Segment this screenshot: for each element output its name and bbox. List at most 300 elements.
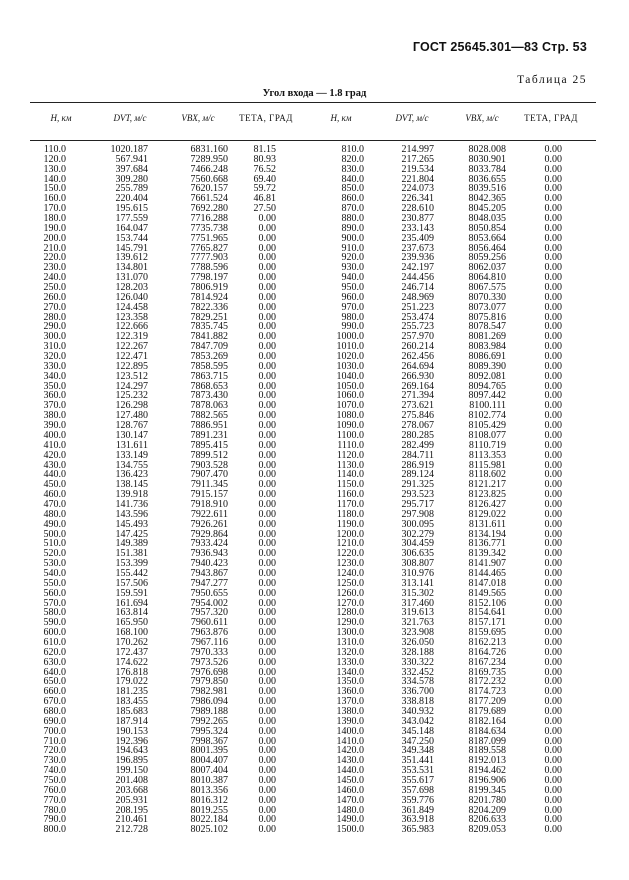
table-cell: 0.00 <box>544 153 562 165</box>
table-cell: 124.297 <box>115 380 148 392</box>
table-cell: 310.976 <box>401 567 434 579</box>
table-cell: 214.997 <box>401 144 434 155</box>
table-cell: 172.437 <box>115 646 148 658</box>
table-cell: 7735.738 <box>190 222 228 234</box>
table-cell: 7903.528 <box>190 459 228 471</box>
table-cell: 780.0 <box>43 804 66 816</box>
table-cell: 195.615 <box>115 203 148 215</box>
table-cell: 0.00 <box>544 735 562 747</box>
table-cell: 163.814 <box>115 607 148 619</box>
table-cell: 8187.099 <box>468 735 506 747</box>
table-cell: 0.00 <box>544 203 562 215</box>
page-number: Стр. 53 <box>541 40 587 54</box>
column-vbx-left <box>170 145 228 835</box>
table-cell: 291.325 <box>401 479 434 491</box>
table-cell: 480.0 <box>43 508 66 520</box>
table-cell: 670.0 <box>43 696 66 708</box>
table-cell: 0.00 <box>544 725 562 737</box>
table-cell: 0.00 <box>258 735 276 747</box>
table-cell: 160.0 <box>43 193 66 205</box>
table-cell: 0.00 <box>544 518 562 530</box>
table-cell: 293.523 <box>401 489 434 501</box>
table-cell: 126.298 <box>115 400 148 412</box>
table-cell: 600.0 <box>43 627 66 639</box>
table-cell: 8089.390 <box>468 360 506 372</box>
page-header <box>413 40 587 54</box>
table-cell: 264.694 <box>401 360 434 372</box>
column-teta-left <box>240 145 276 835</box>
table-cell: 0.00 <box>258 449 276 461</box>
table-cell: 262.456 <box>401 351 434 363</box>
table-cell: 1460.0 <box>336 784 364 796</box>
table-cell: 310.0 <box>43 341 66 353</box>
table-cell: 1190.0 <box>336 518 364 530</box>
table-cell: 0.00 <box>258 498 276 510</box>
table-cell: 7692.280 <box>190 203 228 215</box>
table-cell: 122.267 <box>115 341 148 353</box>
table-cell: 530.0 <box>43 558 66 570</box>
table-cell: 8007.404 <box>190 765 228 777</box>
table-cell: 8064.810 <box>468 272 506 284</box>
table-cell: 8030.901 <box>468 153 506 165</box>
table-cell: 224.073 <box>401 183 434 195</box>
table-cell: 470.0 <box>43 498 66 510</box>
table-cell: 0.00 <box>258 577 276 589</box>
table-cell: 150.0 <box>43 183 66 195</box>
table-cell: 450.0 <box>43 479 66 491</box>
table-cell: 133.149 <box>115 449 148 461</box>
table-cell: 1200.0 <box>336 528 364 540</box>
table-cell: 8139.342 <box>468 548 506 560</box>
table-cell: 0.00 <box>544 804 562 816</box>
table-cell: 0.00 <box>258 232 276 244</box>
table-cell: 309.280 <box>115 173 148 185</box>
table-cell: 122.895 <box>115 360 148 372</box>
table-cell: 7814.924 <box>190 291 228 303</box>
table-cell: 308.807 <box>401 558 434 570</box>
table-cell: 0.00 <box>258 617 276 629</box>
table-cell: 212.728 <box>115 824 148 836</box>
table-cell: 8097.442 <box>468 390 506 402</box>
table-cell: 0.00 <box>258 380 276 392</box>
table-cell: 1020.187 <box>110 144 148 155</box>
table-cell: 7863.715 <box>190 370 228 382</box>
table-cell: 0.00 <box>258 686 276 698</box>
table-cell: 840.0 <box>341 173 364 185</box>
table-cell: 8092.081 <box>468 370 506 382</box>
table-cell: 0.00 <box>258 331 276 343</box>
table-cell: 8147.018 <box>468 577 506 589</box>
table-cell: 7979.850 <box>190 676 228 688</box>
table-cell: 174.622 <box>115 656 148 668</box>
table-cell: 340.0 <box>43 370 66 382</box>
table-cell: 199.150 <box>115 765 148 777</box>
table-cell: 0.00 <box>544 390 562 402</box>
table-cell: 8115.981 <box>468 459 506 471</box>
table-cell: 185.683 <box>115 705 148 717</box>
table-cell: 430.0 <box>43 459 66 471</box>
table-cell: 363.918 <box>401 814 434 826</box>
col-header-vbx-left: VBX, м/с <box>181 113 215 123</box>
table-cell: 0.00 <box>258 666 276 678</box>
table-cell: 221.804 <box>401 173 434 185</box>
table-cell: 136.423 <box>115 469 148 481</box>
table-cell: 1220.0 <box>336 548 364 560</box>
table-caption: Угол входа — 1.8 град <box>262 88 367 99</box>
table-cell: 500.0 <box>43 528 66 540</box>
table-cell: 1110.0 <box>337 439 364 451</box>
table-cell: 710.0 <box>43 735 66 747</box>
table-cell: 149.389 <box>115 538 148 550</box>
table-cell: 8172.232 <box>468 676 506 688</box>
table-cell: 313.141 <box>401 577 434 589</box>
table-cell: 8157.171 <box>468 617 506 629</box>
table-cell: 8013.356 <box>190 784 228 796</box>
col-header-h-right: H, км <box>330 113 352 123</box>
table-cell: 210.461 <box>115 814 148 826</box>
table-cell: 8067.575 <box>468 282 506 294</box>
table-cell: 7982.981 <box>190 686 228 698</box>
table-cell: 8025.102 <box>190 824 228 836</box>
table-cell: 0.00 <box>544 636 562 648</box>
table-cell: 510.0 <box>43 538 66 550</box>
table-cell: 120.0 <box>43 153 66 165</box>
table-cell: 134.801 <box>115 262 148 274</box>
table-cell: 850.0 <box>341 183 364 195</box>
table-cell: 8131.611 <box>468 518 506 530</box>
table-cell: 8010.387 <box>190 775 228 786</box>
col-header-dvt-left: DVT, м/с <box>113 113 147 123</box>
table-cell: 0.00 <box>258 587 276 599</box>
column-teta-right <box>534 145 562 835</box>
table-cell: 420.0 <box>43 449 66 461</box>
table-cell: 59.72 <box>253 183 276 195</box>
table-cell: 0.00 <box>258 390 276 402</box>
table-cell: 8169.735 <box>468 666 506 678</box>
table-cell: 1170.0 <box>336 498 364 510</box>
table-cell: 0.00 <box>544 479 562 491</box>
table-cell: 192.396 <box>115 735 148 747</box>
table-cell: 164.047 <box>115 222 148 234</box>
table-cell: 76.52 <box>253 163 276 175</box>
table-cell: 1210.0 <box>336 538 364 550</box>
table-cell: 0.00 <box>258 420 276 432</box>
table-cell: 1470.0 <box>336 794 364 806</box>
table-cell: 990.0 <box>341 321 364 333</box>
table-cell: 650.0 <box>43 676 66 688</box>
table-cell: 460.0 <box>43 489 66 501</box>
table-cell: 7878.063 <box>190 400 228 412</box>
table-cell: 0.00 <box>258 508 276 520</box>
table-cell: 960.0 <box>341 291 364 303</box>
table-cell: 1400.0 <box>336 725 364 737</box>
table-cell: 0.00 <box>544 291 562 303</box>
table-cell: 1490.0 <box>336 814 364 826</box>
col-header-teta-left: ТЕТА, ГРАД <box>239 113 293 123</box>
table-cell: 8105.429 <box>468 420 506 432</box>
table-cell: 880.0 <box>341 213 364 225</box>
table-cell: 7873.430 <box>190 390 228 402</box>
table-cell: 0.00 <box>544 370 562 382</box>
table-cell: 7886.951 <box>190 420 228 432</box>
table-cell: 282.499 <box>401 439 434 451</box>
table-cell: 0.00 <box>544 508 562 520</box>
table-cell: 8167.234 <box>468 656 506 668</box>
table-cell: 0.00 <box>544 311 562 323</box>
table-cell: 321.763 <box>401 617 434 629</box>
table-cell: 1430.0 <box>336 755 364 767</box>
table-cell: 7858.595 <box>190 360 228 372</box>
table-cell: 8141.907 <box>468 558 506 570</box>
table-cell: 700.0 <box>43 725 66 737</box>
table-cell: 334.578 <box>401 676 434 688</box>
table-cell: 0.00 <box>544 321 562 333</box>
table-cell: 233.143 <box>401 222 434 234</box>
table-cell: 8189.558 <box>468 745 506 757</box>
table-cell: 567.941 <box>115 153 148 165</box>
table-cell: 0.00 <box>258 567 276 579</box>
table-cell: 0.00 <box>544 193 562 205</box>
table-cell: 153.399 <box>115 558 148 570</box>
table-cell: 690.0 <box>43 715 66 727</box>
table-cell: 0.00 <box>544 775 562 786</box>
col-header-teta-right: ТЕТА, ГРАД <box>524 113 578 123</box>
table-cell: 8206.633 <box>468 814 506 826</box>
table-number: Таблица 25 <box>517 74 587 86</box>
table-cell: 110.0 <box>43 144 66 155</box>
table-cell: 0.00 <box>544 183 562 195</box>
table-cell: 8042.365 <box>468 193 506 205</box>
table-cell: 410.0 <box>43 439 66 451</box>
table-cell: 1330.0 <box>336 656 364 668</box>
table-cell: 440.0 <box>43 469 66 481</box>
table-cell: 7954.002 <box>190 597 228 609</box>
column-dvt-right <box>376 145 434 835</box>
table-cell: 910.0 <box>341 242 364 254</box>
table-cell: 1240.0 <box>336 567 364 579</box>
table-cell: 153.744 <box>115 232 148 244</box>
table-cell: 0.00 <box>544 686 562 698</box>
table-cell: 177.559 <box>115 213 148 225</box>
table-cell: 740.0 <box>43 765 66 777</box>
table-cell: 0.00 <box>258 351 276 363</box>
table-cell: 0.00 <box>544 528 562 540</box>
table-cell: 7976.698 <box>190 666 228 678</box>
table-cell: 890.0 <box>341 222 364 234</box>
table-cell: 640.0 <box>43 666 66 678</box>
table-cell: 147.425 <box>115 528 148 540</box>
table-cell: 330.322 <box>401 656 434 668</box>
table-cell: 1040.0 <box>336 370 364 382</box>
table-cell: 400.0 <box>43 429 66 441</box>
table-cell: 7922.611 <box>190 508 228 520</box>
table-cell: 123.512 <box>115 370 148 382</box>
table-cell: 260.0 <box>43 291 66 303</box>
table-cell: 7907.470 <box>190 469 228 481</box>
table-cell: 0.00 <box>544 489 562 501</box>
table-cell: 7963.876 <box>190 627 228 639</box>
table-cell: 8179.689 <box>468 705 506 717</box>
table-cell: 8159.695 <box>468 627 506 639</box>
table-cell: 8136.771 <box>468 538 506 550</box>
table-cell: 250.0 <box>43 282 66 294</box>
table-cell: 8050.854 <box>468 222 506 234</box>
table-cell: 0.00 <box>258 222 276 234</box>
table-cell: 0.00 <box>258 410 276 422</box>
table-cell: 278.067 <box>401 420 434 432</box>
table-cell: 0.00 <box>544 646 562 658</box>
table-cell: 560.0 <box>43 587 66 599</box>
table-cell: 0.00 <box>258 784 276 796</box>
table-cell: 0.00 <box>258 469 276 481</box>
table-cell: 0.00 <box>544 272 562 284</box>
table-cell: 284.711 <box>401 449 434 461</box>
table-cell: 190.0 <box>43 222 66 234</box>
table-cell: 345.148 <box>401 725 434 737</box>
table-cell: 145.493 <box>115 518 148 530</box>
table-cell: 194.643 <box>115 745 148 757</box>
table-cell: 0.00 <box>258 765 276 777</box>
table-cell: 0.00 <box>544 567 562 579</box>
table-cell: 7973.526 <box>190 656 228 668</box>
table-cell: 280.285 <box>401 429 434 441</box>
table-cell: 0.00 <box>544 301 562 313</box>
table-cell: 141.736 <box>115 498 148 510</box>
table-cell: 7716.288 <box>190 213 228 225</box>
table-cell: 0.00 <box>258 755 276 767</box>
table-cell: 122.666 <box>115 321 148 333</box>
table-cell: 0.00 <box>544 420 562 432</box>
table-cell: 355.617 <box>401 775 434 786</box>
table-cell: 8154.641 <box>468 607 506 619</box>
table-cell: 208.195 <box>115 804 148 816</box>
table-cell: 8062.037 <box>468 262 506 274</box>
table-cell: 7835.745 <box>190 321 228 333</box>
table-cell: 180.0 <box>43 213 66 225</box>
table-cell: 1340.0 <box>336 666 364 678</box>
table-cell: 1070.0 <box>336 400 364 412</box>
table-cell: 0.00 <box>258 745 276 757</box>
table-cell: 8196.906 <box>468 775 506 786</box>
table-cell: 0.00 <box>544 252 562 264</box>
table-cell: 8019.255 <box>190 804 228 816</box>
table-cell: 7957.320 <box>190 607 228 619</box>
table-cell: 790.0 <box>43 814 66 826</box>
table-cell: 0.00 <box>258 262 276 274</box>
table-cell: 1230.0 <box>336 558 364 570</box>
table-cell: 0.00 <box>258 775 276 786</box>
table-cell: 1180.0 <box>336 508 364 520</box>
table-cell: 0.00 <box>544 469 562 481</box>
table-cell: 0.00 <box>258 814 276 826</box>
table-cell: 176.818 <box>115 666 148 678</box>
table-cell: 7620.157 <box>190 183 228 195</box>
table-cell: 1420.0 <box>336 745 364 757</box>
table-cell: 131.611 <box>115 439 148 451</box>
table-cell: 7970.333 <box>190 646 228 658</box>
table-cell: 1090.0 <box>336 420 364 432</box>
table-cell: 1360.0 <box>336 686 364 698</box>
table-cell: 1380.0 <box>336 705 364 717</box>
table-cell: 343.042 <box>401 715 434 727</box>
table-cell: 0.00 <box>258 213 276 225</box>
table-cell: 1000.0 <box>336 331 364 343</box>
table-cell: 1260.0 <box>336 587 364 599</box>
table-cell: 1100.0 <box>336 429 364 441</box>
table-cell: 244.456 <box>401 272 434 284</box>
table-cell: 0.00 <box>544 262 562 274</box>
table-cell: 122.319 <box>115 331 148 343</box>
table-cell: 235.409 <box>401 232 434 244</box>
table-cell: 540.0 <box>43 567 66 579</box>
table-cell: 1140.0 <box>336 469 364 481</box>
table-cell: 8070.330 <box>468 291 506 303</box>
table-cell: 680.0 <box>43 705 66 717</box>
table-cell: 128.767 <box>115 420 148 432</box>
table-cell: 7751.965 <box>190 232 228 244</box>
table-cell: 8182.164 <box>468 715 506 727</box>
table-cell: 1120.0 <box>336 449 364 461</box>
table-cell: 900.0 <box>341 232 364 244</box>
table-cell: 8016.312 <box>190 794 228 806</box>
table-cell: 7940.423 <box>190 558 228 570</box>
table-cell: 0.00 <box>258 794 276 806</box>
table-cell: 8209.053 <box>468 824 506 836</box>
table-cell: 0.00 <box>544 696 562 708</box>
table-cell: 0.00 <box>544 538 562 550</box>
table-cell: 7868.653 <box>190 380 228 392</box>
table-cell: 69.40 <box>253 173 276 185</box>
table-cell: 0.00 <box>544 459 562 471</box>
table-cell: 340.932 <box>401 705 434 717</box>
table-cell: 930.0 <box>341 262 364 274</box>
table-cell: 7943.867 <box>190 567 228 579</box>
table-cell: 8073.077 <box>468 301 506 313</box>
table-cell: 139.918 <box>115 489 148 501</box>
table-cell: 7915.157 <box>190 489 228 501</box>
table-cell: 8083.984 <box>468 341 506 353</box>
table-cell: 860.0 <box>341 193 364 205</box>
table-cell: 8004.407 <box>190 755 228 767</box>
table-cell: 8056.464 <box>468 242 506 254</box>
table-cell: 1440.0 <box>336 765 364 777</box>
column-h-left <box>26 145 66 835</box>
table-cell: 390.0 <box>43 420 66 432</box>
table-cell: 8113.353 <box>468 449 506 461</box>
column-h-right <box>324 145 364 835</box>
table-cell: 1160.0 <box>336 489 364 501</box>
table-cell: 8184.634 <box>468 725 506 737</box>
table-cell: 630.0 <box>43 656 66 668</box>
table-cell: 0.00 <box>544 163 562 175</box>
table-cell: 205.931 <box>115 794 148 806</box>
table-cell: 317.460 <box>401 597 434 609</box>
table-cell: 248.969 <box>401 291 434 303</box>
table-cell: 7950.655 <box>190 587 228 599</box>
table-cell: 8134.194 <box>468 528 506 540</box>
table-cell: 1280.0 <box>336 607 364 619</box>
table-cell: 130.147 <box>115 429 148 441</box>
table-cell: 270.0 <box>43 301 66 313</box>
table-cell: 320.0 <box>43 351 66 363</box>
table-cell: 128.203 <box>115 282 148 294</box>
table-cell: 0.00 <box>544 607 562 619</box>
table-cell: 8204.209 <box>468 804 506 816</box>
table-cell: 940.0 <box>341 272 364 284</box>
table-cell: 0.00 <box>258 429 276 441</box>
table-cell: 7853.269 <box>190 351 228 363</box>
table-cell: 7847.709 <box>190 341 228 353</box>
